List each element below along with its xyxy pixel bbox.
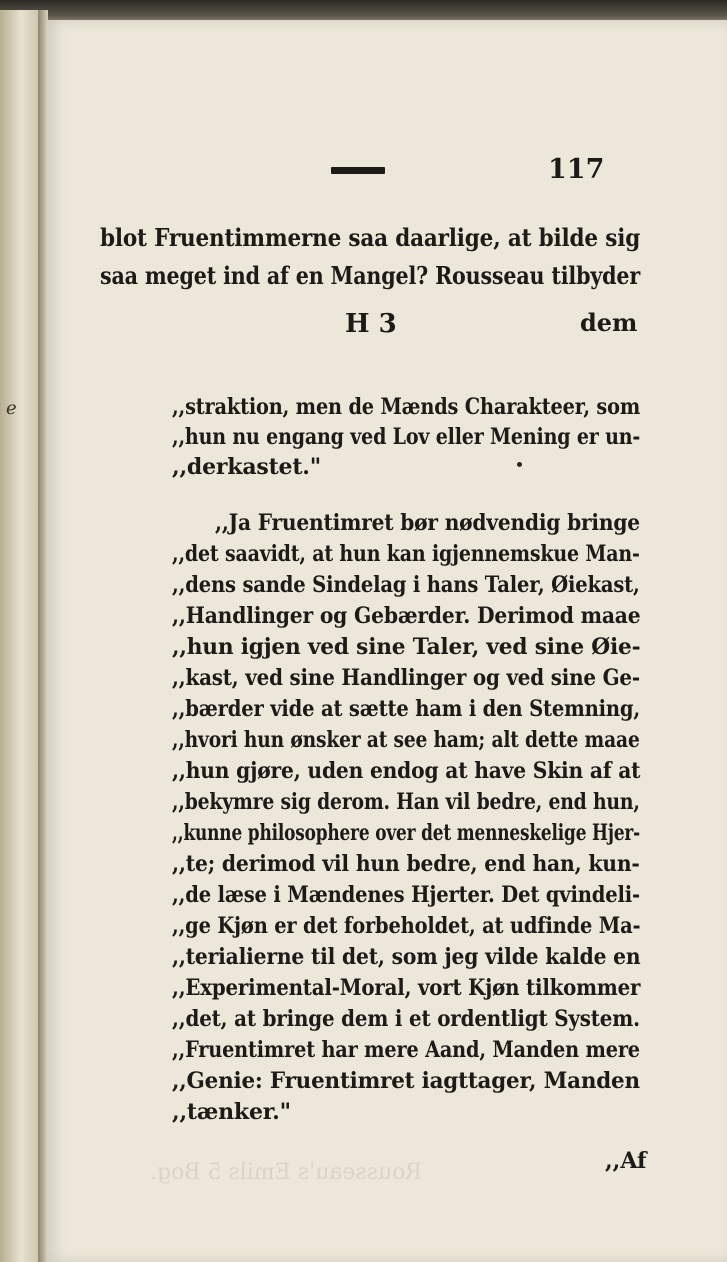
quote-line: ,,hun gjøre, uden endog at have Skin af at <box>172 758 641 784</box>
quote-line: ,,det saavidt, at hun kan igjennemskue Man- <box>172 541 640 567</box>
quote-line: ,,dens sande Sindelag i hans Taler, Øiekast, <box>172 572 640 598</box>
ink-dot <box>517 462 522 467</box>
quote-line: ,,ge Kjøn er det forbeholdet, at udfinde Ma- <box>172 913 641 939</box>
quote-line: ,,bærder vide at sætte ham i den Stemning, <box>172 696 641 722</box>
quote-line: ,,Genie: Fruentimret iagttager, Manden <box>172 1068 640 1094</box>
page-number: 117 <box>548 154 605 185</box>
text-line: saa meget ind af en Mangel? Rousseau tilbyder <box>100 261 641 290</box>
quote-line: ,,Fruentimret har mere Aand, Manden mere <box>172 1037 640 1063</box>
facing-page-edge <box>0 10 39 1262</box>
quote-line: ,,Experimental-Moral, vort Kjøn tilkommer <box>172 975 641 1001</box>
quote-line: ,,kunne philosophere over det menneskelige Hjer- <box>172 820 641 846</box>
quote-line: ,,straktion, men de Mænds Charakteer, som <box>172 394 641 420</box>
signature-mark: H 3 <box>345 309 397 339</box>
quote-line: ,,det, at bringe dem i et ordentligt System. <box>172 1006 640 1032</box>
quote-line: ,,tænker." <box>172 1099 291 1125</box>
margin-mark: ℯ <box>6 398 17 419</box>
header-rule <box>331 167 385 174</box>
bleed-through-footer: Rousseau's Emils 5 Bog. <box>150 1160 422 1185</box>
quote-line: ,,bekymre sig derom. Han vil bedre, end hun, <box>172 789 640 815</box>
quote-line: ,,terialierne til det, som jeg vilde kalde en <box>172 944 641 970</box>
quote-line: ,,hun igjen ved sine Taler, ved sine Øie- <box>172 634 641 660</box>
quote-line: ,,Ja Fruentimret bør nødvendig bringe <box>215 510 640 536</box>
text-line: blot Fruentimmerne saa daarlige, at bilde sig <box>100 223 641 252</box>
quote-line: ,,hvori hun ønsker at see ham; alt dette maae <box>172 727 640 753</box>
catchword-bottom: ,,Af <box>605 1148 647 1174</box>
quote-line: ,,de læse i Mændenes Hjerter. Det qvindeli- <box>172 882 640 908</box>
quote-line: ,,te; derimod vil hun bedre, end han, kun- <box>172 851 640 877</box>
quote-line: ,,Handlinger og Gebærder. Derimod maae <box>172 603 641 629</box>
quote-line: ,,derkastet." <box>172 454 322 480</box>
quote-line: ,,kast, ved sine Handlinger og ved sine Ge- <box>172 665 640 691</box>
book-edge-top <box>0 0 727 22</box>
quote-line: ,,hun nu engang ved Lov eller Mening er un- <box>172 424 641 450</box>
catchword-top: dem <box>580 308 638 337</box>
